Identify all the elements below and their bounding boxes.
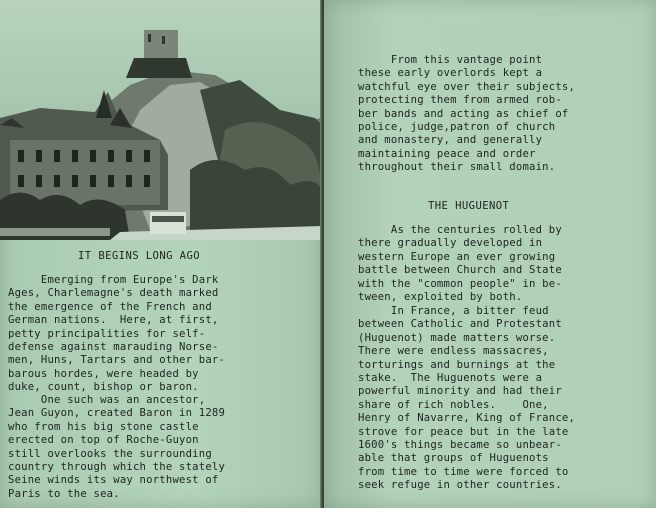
right-page — [324, 0, 656, 508]
castle-photo — [0, 0, 322, 240]
section-heading-huguenot: THE HUGUENOT — [428, 200, 510, 212]
left-paragraph-1: Emerging from Europe's Dark Ages, Charlemagne's death marked the emergence of the French and German nations. Here, at first, petty principalities for self- defense against marauding Norse- men, Huns, Tartars and other bar- barous hordes, were headed by duke, count, bishop or baron. — [8, 274, 226, 394]
left-page — [0, 0, 322, 508]
right-paragraph-1: From this vantage point these early overlords kept a watchful eye over their subjects, protecting them from armed rob- ber bands and acting as chief of police, judge,patron of church and monastery, and generally maintaining peace and order throughout their small domain. — [358, 54, 576, 174]
castle-illustration — [0, 0, 322, 240]
section-heading-it-begins: IT BEGINS LONG AGO — [78, 250, 201, 262]
left-paragraph-2: One such was an ancestor, Jean Guyon, created Baron in 1289 who from his big stone castle erected on top of Roche-Guyon still overlooks the surrounding country through which the stately Seine winds its way northwest of Paris to the sea. — [8, 394, 226, 500]
right-paragraph-2: As the centuries rolled by there gradually developed in western Europe an ever growing battle between Church and State with the "common people" in be- tween, exploited by both. — [358, 224, 562, 304]
right-paragraph-3: In France, a bitter feud between Catholic and Protestant (Huguenot) made matters worse. There were endless massacres, torturings and burnings at the stake. The Huguenots were a powerful minority and had their share of rich nobles. One, Henry of Navarre, King of France, strove for peace but in the late 1600's things became so unbear- able that groups of Huguenots from time to time were forced to seek refuge in other countries. — [358, 305, 576, 492]
